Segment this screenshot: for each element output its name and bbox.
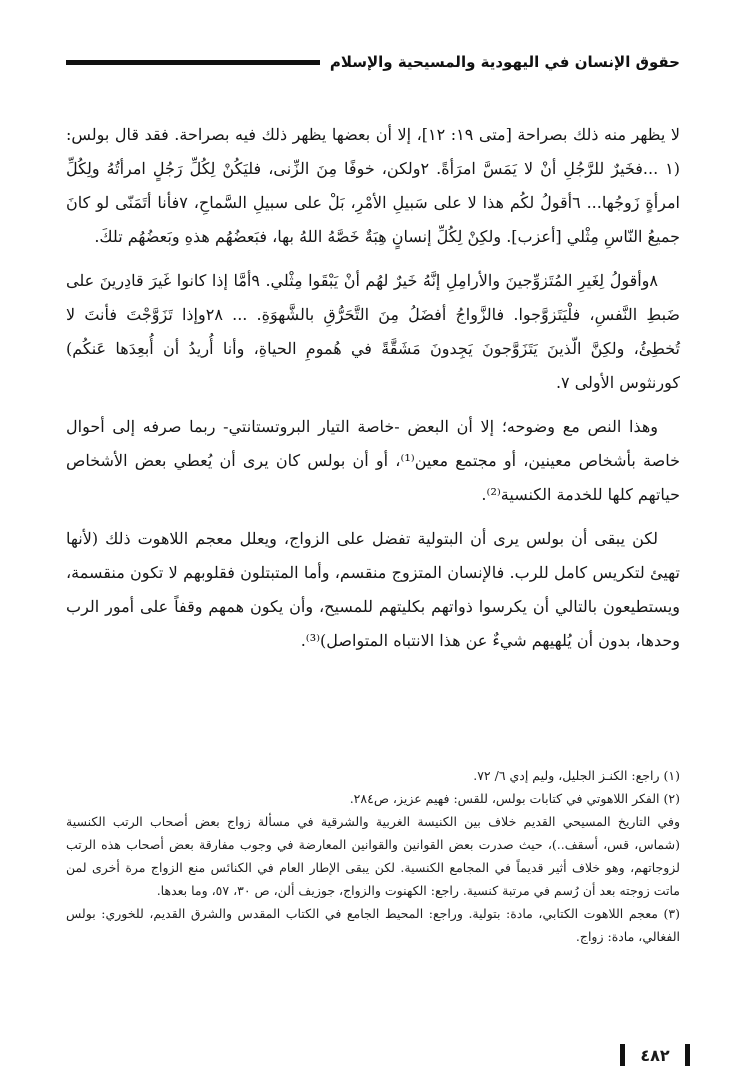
paragraph-3: وهذا النص مع وضوحه؛ إلا أن البعض -خاصة التيار البروتستانتي- ربما صرفه إلى أحوال خاصة بأشخاص معينين، أو مجتمع معين⁽¹⁾، أو أن بولس كان يرى أن يُعطي بعض الأشخاص حياتهم كلها للخدمة الكنسية⁽²⁾. <box>66 417 680 504</box>
page-number: ٤٨٢ <box>620 1044 690 1066</box>
footnote-3: (٣) معجم اللاهوت الكتابي، مادة: بتولية. وراجع: المحيط الجامع في الكتاب المقدس والشرق القديم، للخوري: بولس الفغالي، مادة: زواج. <box>66 906 680 944</box>
book-title: حقوق الإنسان في اليهودية والمسيحية والإسلام <box>329 53 680 71</box>
footnote-2-continuation: وفي التاريخ المسيحي القديم خلاف بين الكنيسة الغربية والشرقية في مسألة زواج بعض أصحاب الرتب الكنسية (شماس، قس، أسقف..)، حيث صدرت بعض القوانين والقوانين المعارضة في وجوب مفارقة بعض أصحاب هذه الرتب لزوجاتهم، وهو خلاف أثير قديماً في المجامع الكنسية. لكن يبقى الإطار العام في الكنائس منع الزواج مرة أخرى لمن ماتت زوجته بعد أن رُسم في مرتبة كنسية. راجع: الكهنوت والزواج، جوزيف ألن، ص ٣٠، ٥٧، وما بعدها. <box>66 814 680 898</box>
header-rule <box>66 60 320 65</box>
footnote-2: (٢) الفكر اللاهوتي في كتابات بولس، للقس: فهيم عزيز، ص٢٨٤. <box>349 791 680 806</box>
footnote-1: (١) راجع: الكنـز الجليل، وليم إدي ٦/ ٧٢. <box>473 768 680 783</box>
paragraph-1: لا يظهر منه ذلك بصراحة [متى ١٩: ١٢]، إلا أن بعضها يظهر ذلك فيه بصراحة. فقد قال بولس: (١ ...فخَيرٌ للرَّجُلِ أنْ لا يَمَسَّ امرَأةً. ٢ولكن، خوفًا مِنَ الزِّنى، فليَكُنْ لِكُلِّ رَجُلٍ امرأتُهُ ولِكُلِّ امرأةٍ زَوجُها... ٦أقولُ لكُم هذا لا على سَبيلِ الأمْرِ، بَلْ على سبيلِ السَّماحِ، ٧فأنا أتَمَنّى لو كانَ جميعُ النّاسِ مِثْلي [أعزب]. ولكِنْ لِكُلِّ إنسانٍ هِبَةٌ خَصَّهُ اللهُ بها، فبَعضُهُم هذهِ وبَعضُهُم تلكَ. <box>66 125 681 246</box>
footnotes <box>66 764 680 948</box>
paragraph-4: لكن يبقى أن بولس يرى أن البتولية تفضل على الزواج، ويعلل معجم اللاهوت ذلك (لأنها تهيئ لتكريس كامل للرب. فالإنسان المتزوج منقسم، وأما المتبتلون فقلوبهم لا تكون منقسمة، ويستطيعون بالتالي أن يكرسوا ذواتهم بكليتهم للمسيح، وأن يكون همهم وقفاً على أمور الرب وحدها، بدون أن يُلهيهم شيءٌ عن هذا الانتباه المتواصل)⁽³⁾. <box>66 529 680 650</box>
running-header <box>66 50 680 74</box>
paragraph-2: ٨وأقولُ لِغَيرِ المُتَزوِّجينَ والأرامِلِ إنَّهُ خَيرٌ لهُم أنْ يَبْقَوا مِثْلي. ٩أمَّا إذا كانوا غَيرَ قادِرينَ على ضَبطِ النَّفسِ، فلْيَتَزوَّجوا. فالزَّواجُ أفضَلُ مِنَ التَّحَرُّقِ بالشَّهوَةِ. ... ٢٨وإذا تَزَوَّجْتَ فأنتَ لا تُخطِئُ، ولكِنَّ الّذينَ يَتَزَوَّجونَ يَجِدونَ مَشَقَّةً في هُمومِ الحياةِ، وأنا أُريدُ أن أُبعِدَها عَنكُم) كورنثوس الأولى ٧. <box>66 271 681 392</box>
main-text <box>66 118 680 668</box>
